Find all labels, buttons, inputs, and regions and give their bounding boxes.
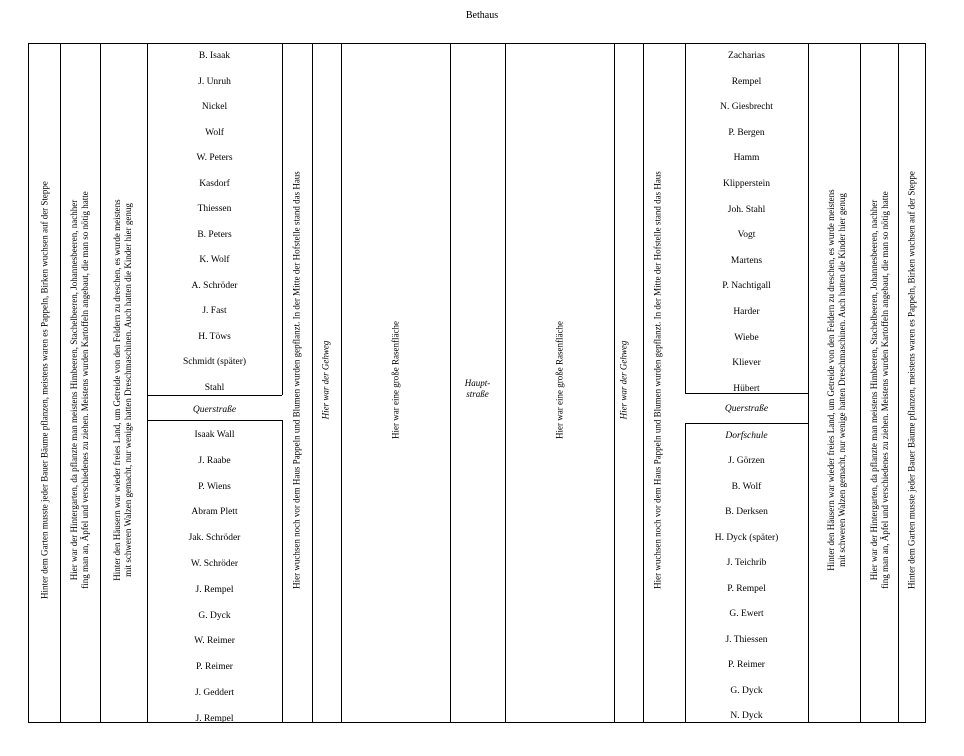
divider-right-1	[898, 43, 899, 723]
left-lower-household-name: Isaak Wall	[194, 430, 235, 440]
right-upper-household-name: Kliever	[732, 358, 761, 369]
right-upper-household-name: Klipperstein	[723, 179, 770, 189]
left-lower-household-name: P. Reimer	[196, 662, 233, 673]
right-lower-household-name: J. Görzen	[728, 456, 765, 466]
right-lower-household-name: N. Dyck	[730, 711, 763, 721]
left-lower-household-name: W. Reimer	[194, 636, 235, 647]
left-upper-household-name: Stahl	[204, 382, 225, 393]
plan-title: Bethaus	[465, 10, 499, 21]
left-lower-block-top	[147, 420, 282, 421]
left-upper-household-name: A. Schröder	[191, 280, 238, 291]
right-lower-household-name: P. Rempel	[727, 583, 766, 594]
cross-street-right: Querstraße	[724, 404, 769, 414]
right-upper-household-name: P. Bergen	[728, 127, 765, 138]
left-upper-household-name: Kasdorf	[199, 178, 230, 189]
left-lower-household-name: Abram Plett	[191, 507, 238, 518]
left-upper-household-name: Thiessen	[197, 204, 232, 214]
divider-left-5	[341, 43, 342, 723]
cross-street-left: Querstraße	[192, 405, 237, 415]
right-lower-household-name: J. Teichrib	[726, 558, 767, 568]
right-upper-household-name: Rempel	[731, 76, 762, 87]
left-upper-household-name: Schmidt (später)	[182, 357, 247, 367]
village-school: Dorfschule	[725, 431, 768, 441]
right-upper-household-name: Vogt	[737, 230, 756, 241]
divider-street-right	[505, 43, 506, 723]
left-lower-block-edge	[282, 420, 283, 723]
divider-left-1	[60, 43, 61, 723]
left-upper-block-edge	[282, 43, 283, 395]
left-lower-household-name: W. Schröder	[190, 559, 239, 569]
left-lower-household-name: Jak. Schröder	[188, 533, 241, 544]
divider-right-5	[614, 43, 615, 723]
right-upper-household-name: N. Giesbrecht	[720, 102, 773, 113]
main-street-label: Haupt- straße	[464, 378, 491, 399]
right-lower-household-name: H. Dyck (später)	[714, 532, 779, 543]
right-upper-household-name: Hübert	[733, 383, 760, 394]
left-lower-household-name: J. Rempel	[195, 584, 234, 595]
right-upper-household-name: Joh. Stahl	[727, 204, 766, 215]
left-upper-block-bottom	[147, 395, 282, 396]
divider-right-2	[860, 43, 861, 723]
right-lower-block-edge	[685, 423, 686, 723]
right-upper-household-name: Martens	[730, 255, 763, 266]
left-upper-household-name: J. Unruh	[198, 76, 231, 87]
divider-left-2	[100, 43, 101, 723]
right-lower-household-name: B. Derksen	[725, 507, 768, 517]
divider-right-3	[808, 43, 809, 723]
left-lower-household-name: J. Raabe	[198, 455, 231, 466]
left-upper-household-name: B. Peters	[197, 229, 232, 240]
right-upper-household-name: Hamm	[733, 153, 760, 164]
right-lower-household-name: J. Thiessen	[725, 634, 768, 645]
right-upper-household-name: Zacharias	[728, 51, 765, 61]
right-lower-household-name: P. Reimer	[728, 660, 765, 670]
left-upper-household-name: Wolf	[205, 127, 224, 138]
left-lower-household-name: J. Rempel	[195, 713, 234, 724]
right-upper-household-name: Wiebe	[734, 332, 759, 343]
right-lower-household-name: G. Ewert	[729, 609, 764, 619]
right-lower-household-name: G. Dyck	[730, 685, 763, 696]
divider-left-4	[312, 43, 313, 723]
left-upper-household-name: Nickel	[201, 102, 228, 112]
right-upper-household-name: P. Nachtigall	[722, 281, 771, 292]
left-lower-household-name: P. Wiens	[198, 481, 231, 492]
right-lower-block-top	[685, 423, 808, 424]
left-upper-household-name: W. Peters	[196, 153, 233, 163]
left-upper-household-name: J. Fast	[202, 306, 227, 316]
village-plan: Bethaus Hinter dem Garten musste jeder Bauer Bäume pflanzen, meistens waren es Pappeln, Birken wuchsen auf der Steppe Hier war der Hintergarten, da pflanzte man meistens Himbeeren, Stachelbeeren, Johannesbeeren, nachher fing man an, Äpfel und verschiedenes zu ziehen. Meistens wurden Kartoffeln angebaut, die man so nötig hatte Hinter den Häusern war wieder freies Land, um Getreide von den Feldern zu dreschen, es wurde meistens mit schweren Walzen gemacht, nur wenige hatten Dreschmaschinen. Auch hatten die Kinder hier genug Hier wuchsen noch vor dem Haus Pappeln und Blumen wurden gepflanzt. In der Mitte der Hofstelle stand das Haus Hier war der Gehweg Hier war eine große Rasenfläche Haupt- straße Hier war eine große Rasenfläche Hier war der Gehweg Hier wuchsen noch vor dem Haus Pappeln und Blumen wurden gepflanzt. In der Mitte der Hofstelle stand das Haus Hinter den Häusern war wieder freies Land, um Getreide von den Feldern zu dreschen, es wurde meistens mit schweren Walzen gemacht, nur wenige hatten Dreschmaschinen. Auch hatten die Kinder hier genug Hier war der Hintergarten, da pflanzte man meistens Himbeeren, Stachelbeeren, Johannesbeeren, nachher fing man an, Äpfel und verschiedenes zu ziehen. Meistens wurden Kartoffeln angebaut, die man so nötig hatte Hinter dem Garten musste jeder Bauer Bäume pflanzen, meistens waren es Pappeln, Birken wuchsen auf der Steppe Querstraße Querstraße Dorfschule B. Isaak J. Unruh Nickel Wolf W. Peters Kasdorf Thiessen B. Peters K. Wolf A. Schröder J. Fast H. Töws Schmidt (später) Stahl Isaak Wall J. Raabe P. Wiens Abram Plett Jak. Schröder W. Schröder J. Rempel G. Dyck W. Reimer P. Reimer J. Geddert J. Rempel Zacharias Rempel N. Giesbrecht P. Bergen Hamm Klipperstein Joh. Stahl Vogt Martens P. Nachtigall Harder Wiebe Kliever Hübert J. Görzen B. Wolf B. Derksen H. Dyck (später) J. Teichrib P. Rempel G. Ewert J. Thiessen P. Reimer G. Dyck N. Dyck	[0, 0, 964, 756]
divider-right-4	[643, 43, 644, 723]
right-upper-household-name: Harder	[733, 307, 760, 317]
left-upper-household-name: B. Isaak	[198, 51, 231, 61]
left-upper-household-name: H. Töws	[198, 331, 231, 342]
left-upper-household-name: K. Wolf	[199, 255, 230, 265]
right-lower-household-name: B. Wolf	[731, 481, 762, 492]
left-lower-household-name: G. Dyck	[198, 610, 231, 621]
left-lower-household-name: J. Geddert	[194, 688, 235, 698]
